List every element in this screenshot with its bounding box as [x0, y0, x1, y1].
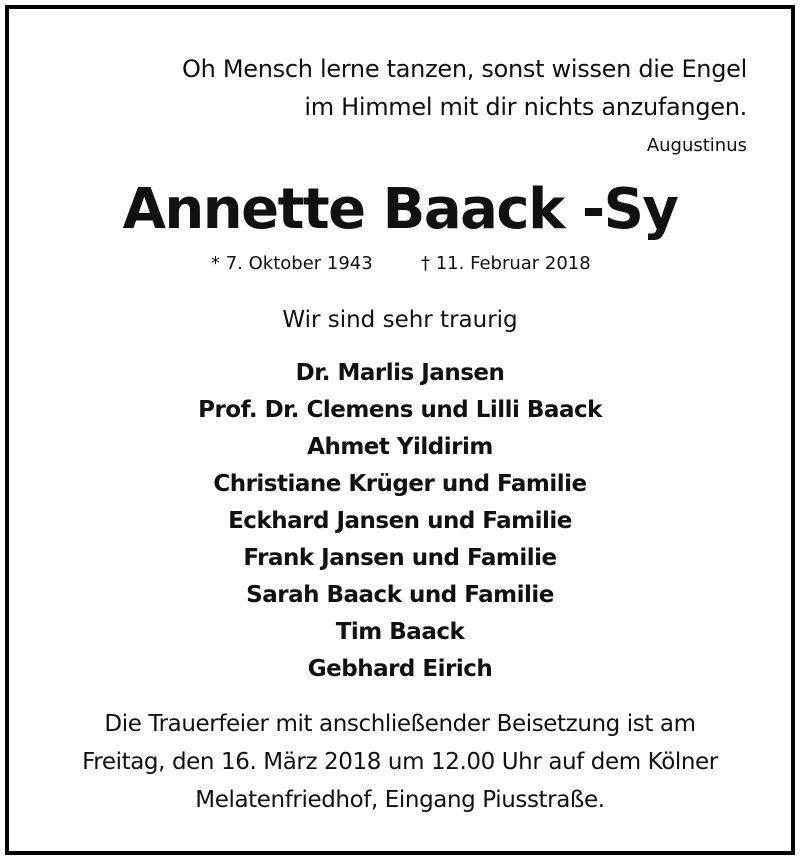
quote-author: Augustinus: [646, 135, 747, 156]
funeral-info-line-2: Freitag, den 16. März 2018 um 12.00 Uhr auf dem Kölner: [82, 749, 718, 775]
mourning-phrase: Wir sind sehr traurig: [282, 307, 518, 333]
quote-line-2: im Himmel mit dir nichts anzufangen.: [304, 93, 747, 121]
mourner-name: Gebhard Eirich: [307, 656, 493, 682]
funeral-info-line-1: Die Trauerfeier mit anschließender Beisetzung ist am: [104, 711, 696, 737]
quote-line-1: Oh Mensch lerne tanzen, sonst wissen die Engel: [182, 55, 747, 83]
birth-date: * 7. Oktober 1943: [211, 253, 373, 274]
mourners-list: [9, 355, 791, 688]
death-date: † 11. Februar 2018: [421, 253, 591, 274]
mourner-name: Frank Jansen und Familie: [243, 545, 557, 571]
mourner-name: Dr. Marlis Jansen: [295, 360, 505, 386]
mourner-name: Ahmet Yildirim: [307, 434, 493, 460]
mourner-name: Sarah Baack und Familie: [246, 582, 554, 608]
mourner-name: Eckhard Jansen und Familie: [228, 508, 572, 534]
mourner-name: Prof. Dr. Clemens und Lilli Baack: [198, 397, 602, 423]
mourner-name: Tim Baack: [335, 619, 465, 645]
funeral-info-line-3: Melatenfriedhof, Eingang Piusstraße.: [195, 787, 605, 813]
deceased-name: Annette Baack -Sy: [122, 177, 678, 242]
mourner-name: Christiane Krüger und Familie: [213, 471, 587, 497]
obituary-frame: [5, 5, 795, 855]
